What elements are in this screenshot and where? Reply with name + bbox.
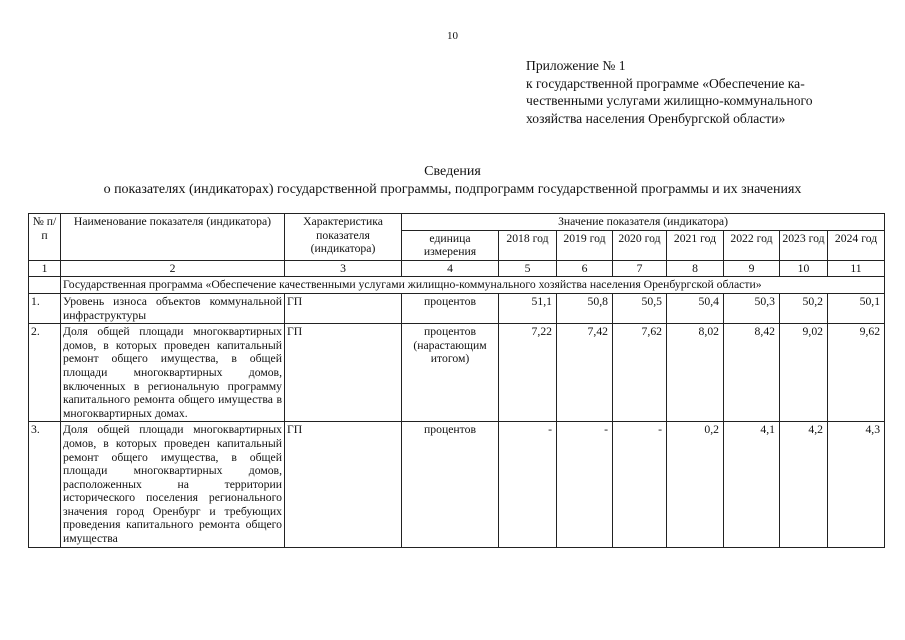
- header-unit: единица измерения: [402, 230, 499, 260]
- program-row-num: [29, 277, 61, 294]
- row-value: 50,4: [667, 293, 724, 323]
- row-value: 4,3: [828, 422, 885, 547]
- row-value: -: [613, 422, 667, 547]
- heading-title: Сведения: [424, 164, 481, 179]
- row-value: -: [499, 422, 557, 547]
- header-characteristic: Характеристика показателя (индикатора): [285, 214, 402, 261]
- header-name: Наименование показателя (индикатора): [61, 214, 285, 261]
- row-value: 7,22: [499, 324, 557, 422]
- appendix-line: к государственной программе «Обеспечение ка-: [526, 75, 805, 91]
- row-name: Доля общей площади многоквартирных домов, в которых проведен капитальный ремонт общего имущества, в общей площади многоквартирных домов, включенных в региональную программу капитального ремонта общего имущества в многоквартирных домах.: [61, 324, 285, 422]
- indicators-table: [28, 213, 885, 548]
- row-value: 50,5: [613, 293, 667, 323]
- table-row: [29, 324, 885, 422]
- header-value-group: Значение показателя (индикатора): [402, 214, 885, 231]
- row-characteristic: ГП: [285, 293, 402, 323]
- row-characteristic: ГП: [285, 422, 402, 547]
- row-value: 50,1: [828, 293, 885, 323]
- document-heading: [0, 163, 905, 199]
- row-value: 7,42: [557, 324, 613, 422]
- column-number: 5: [499, 260, 557, 277]
- column-number: 7: [613, 260, 667, 277]
- row-value: 51,1: [499, 293, 557, 323]
- header-num: № п/п: [29, 214, 61, 261]
- row-num: 1.: [29, 293, 61, 323]
- column-number-row: [29, 260, 885, 277]
- program-row: [29, 277, 885, 294]
- header-year: 2022 год: [724, 230, 780, 260]
- column-number: 4: [402, 260, 499, 277]
- table-header-row: [29, 214, 885, 231]
- column-number: 1: [29, 260, 61, 277]
- row-value: 50,3: [724, 293, 780, 323]
- program-title: Государственная программа «Обеспечение качественными услугами жилищно-коммунального хозяйства населения Оренбургской области»: [61, 277, 885, 294]
- column-number: 8: [667, 260, 724, 277]
- row-name: Уровень износа объектов коммунальной инфраструктуры: [61, 293, 285, 323]
- row-unit: процентов: [402, 293, 499, 323]
- header-year: 2023 год: [780, 230, 828, 260]
- row-unit: процентов: [402, 422, 499, 547]
- row-value: 8,42: [724, 324, 780, 422]
- row-value: 9,02: [780, 324, 828, 422]
- header-year: 2024 год: [828, 230, 885, 260]
- column-number: 2: [61, 260, 285, 277]
- row-num: 2.: [29, 324, 61, 422]
- table-row: [29, 422, 885, 547]
- appendix-block: [526, 57, 856, 127]
- row-value: -: [557, 422, 613, 547]
- header-year: 2020 год: [613, 230, 667, 260]
- row-num: 3.: [29, 422, 61, 547]
- row-value: 50,8: [557, 293, 613, 323]
- row-value: 0,2: [667, 422, 724, 547]
- heading-subtitle: о показателях (индикаторах) государственной программы, подпрограмм государственной программы и их значениях: [103, 182, 802, 197]
- appendix-title: Приложение № 1: [526, 58, 626, 73]
- header-year: 2021 год: [667, 230, 724, 260]
- appendix-line: хозяйства населения Оренбургской области»: [526, 110, 786, 126]
- column-number: 10: [780, 260, 828, 277]
- row-unit: процентов (нарастающим итогом): [402, 324, 499, 422]
- row-value: 7,62: [613, 324, 667, 422]
- column-number: 11: [828, 260, 885, 277]
- column-number: 3: [285, 260, 402, 277]
- row-value: 50,2: [780, 293, 828, 323]
- page-number: 10: [447, 30, 458, 42]
- column-number: 6: [557, 260, 613, 277]
- appendix-line: чественными услугами жилищно-коммунального: [526, 93, 813, 108]
- row-value: 4,1: [724, 422, 780, 547]
- column-number: 9: [724, 260, 780, 277]
- row-value: 4,2: [780, 422, 828, 547]
- table-row: [29, 293, 885, 323]
- header-year: 2019 год: [557, 230, 613, 260]
- row-value: 8,02: [667, 324, 724, 422]
- row-characteristic: ГП: [285, 324, 402, 422]
- header-year: 2018 год: [499, 230, 557, 260]
- row-value: 9,62: [828, 324, 885, 422]
- row-name: Доля общей площади многоквартирных домов, в которых проведен капитальный ремонт общего имущества, в общей площади многоквартирных домов, расположенных на территории исторического поселения регионального значения город Оренбург и требующих проведения капитального ремонта общего имущества: [61, 422, 285, 547]
